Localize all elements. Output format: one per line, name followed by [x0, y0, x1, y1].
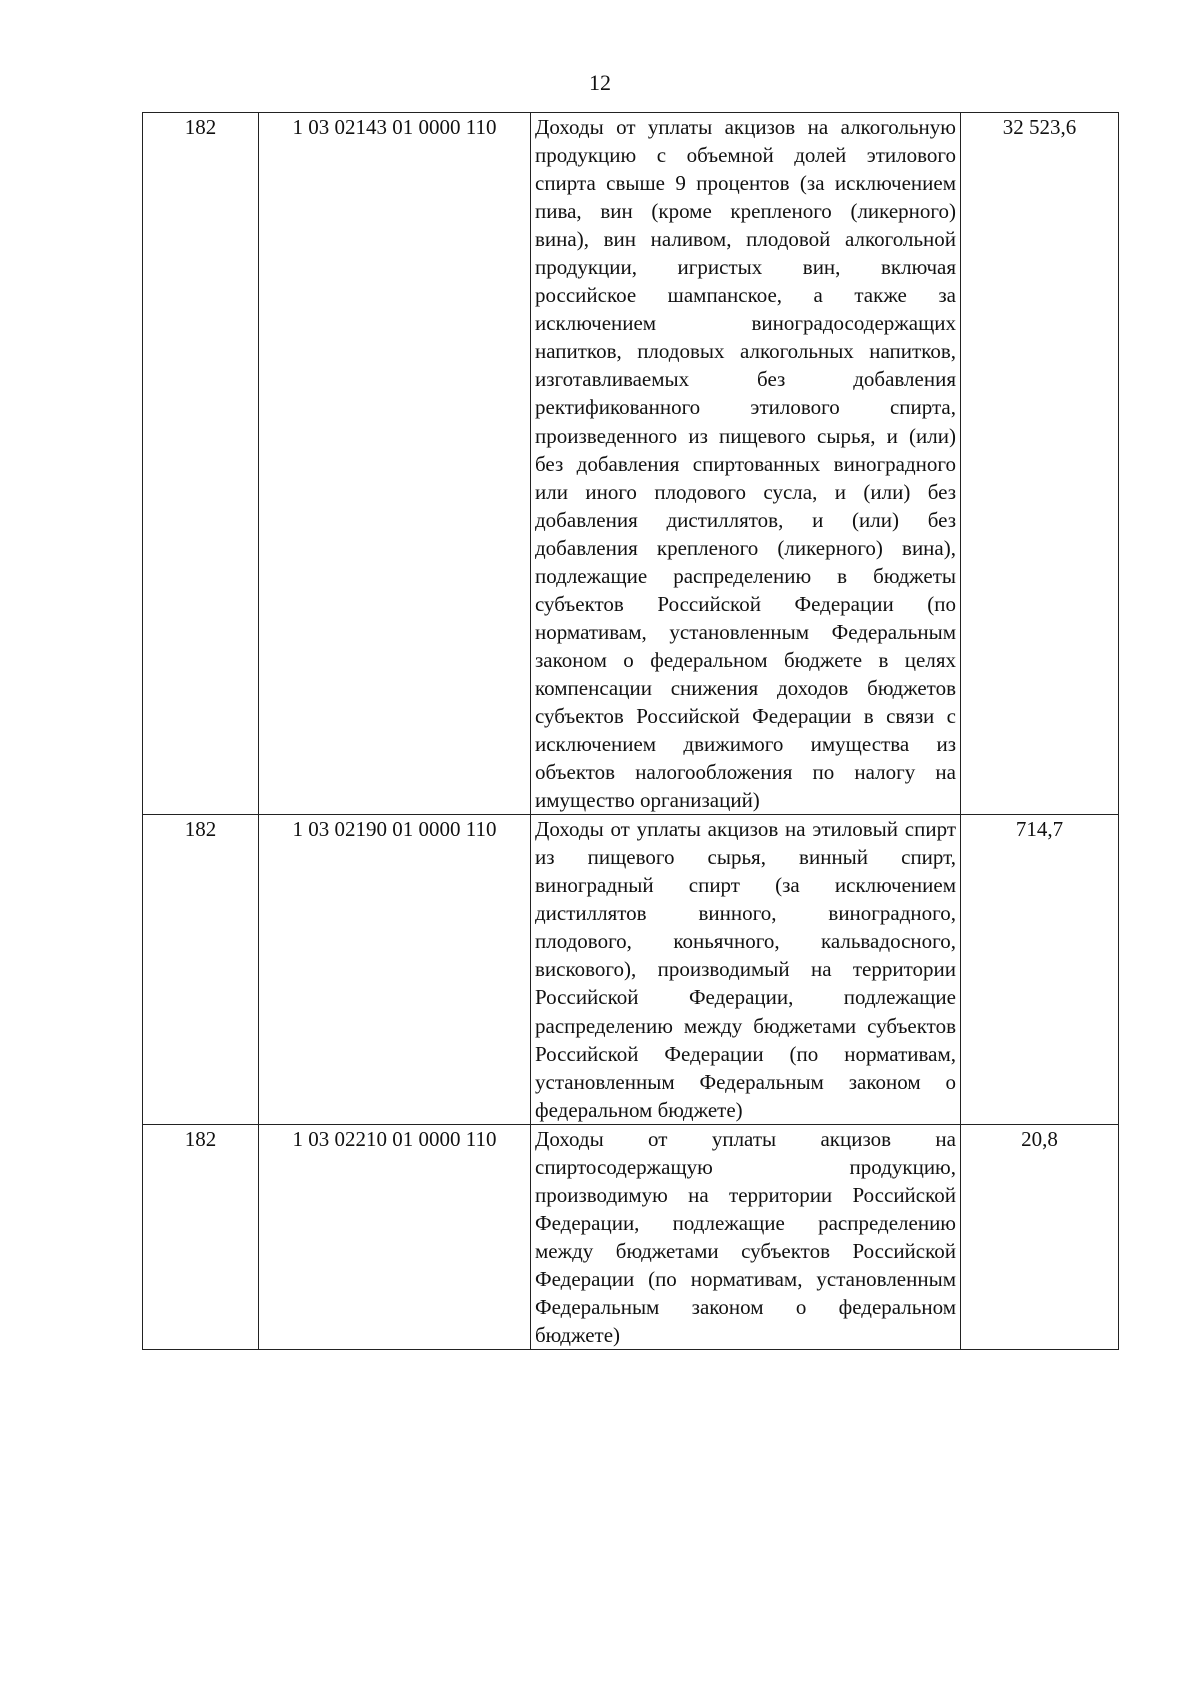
amount-cell: 32 523,6 [961, 113, 1119, 815]
table-row [143, 815, 1119, 1125]
revenue-name-cell: Доходы от уплаты акцизов на спиртосодержащую продукцию, производимую на территории Российской Федерации, подлежащие распределению между бюджетами субъектов Российской Федерации (по нормативам, установленным Федеральным законом о федеральном бюджете) [531, 1124, 961, 1349]
page-number: 12 [589, 70, 611, 95]
table-row [143, 113, 1119, 815]
amount-cell: 714,7 [961, 815, 1119, 1125]
admin-code-cell: 182 [143, 815, 259, 1125]
revenue-table [142, 112, 1119, 1350]
admin-code-cell: 182 [143, 113, 259, 815]
kbk-code-cell: 1 03 02143 01 0000 110 [259, 113, 531, 815]
kbk-code-cell: 1 03 02210 01 0000 110 [259, 1124, 531, 1349]
revenue-name-cell: Доходы от уплаты акцизов на этиловый спирт из пищевого сырья, винный спирт, виноградный спирт (за исключением дистиллятов винного, виноградного, плодового, коньячного, кальвадосного, вискового), производимый на территории Российской Федерации, подлежащие распределению между бюджетами субъектов Российской Федерации (по нормативам, установленным Федеральным законом о федеральном бюджете) [531, 815, 961, 1125]
admin-code-cell: 182 [143, 1124, 259, 1349]
table-row [143, 1124, 1119, 1349]
amount-cell: 20,8 [961, 1124, 1119, 1349]
revenue-name-cell: Доходы от уплаты акцизов на алкогольную продукцию с объемной долей этилового спирта свыше 9 процентов (за исключением пива, вин (кроме крепленого (ликерного) вина), вин наливом, плодовой алкогольной продукции, игристых вин, включая российское шампанское, а также за исключением виноградосодержащих напитков, плодовых алкогольных напитков, изготавливаемых без добавления ректификованного этилового спирта, произведенного из пищевого сырья, и (или) без добавления спиртованных виноградного или иного плодового сусла, и (или) без добавления дистиллятов, и (или) без добавления крепленого (ликерного) вина), подлежащие распределению в бюджеты субъектов Российской Федерации (по нормативам, установленным Федеральным законом о федеральном бюджете в целях компенсации снижения доходов бюджетов субъектов Российской Федерации в связи с исключением движимого имущества из объектов налогообложения по налогу на имущество организаций) [531, 113, 961, 815]
kbk-code-cell: 1 03 02190 01 0000 110 [259, 815, 531, 1125]
